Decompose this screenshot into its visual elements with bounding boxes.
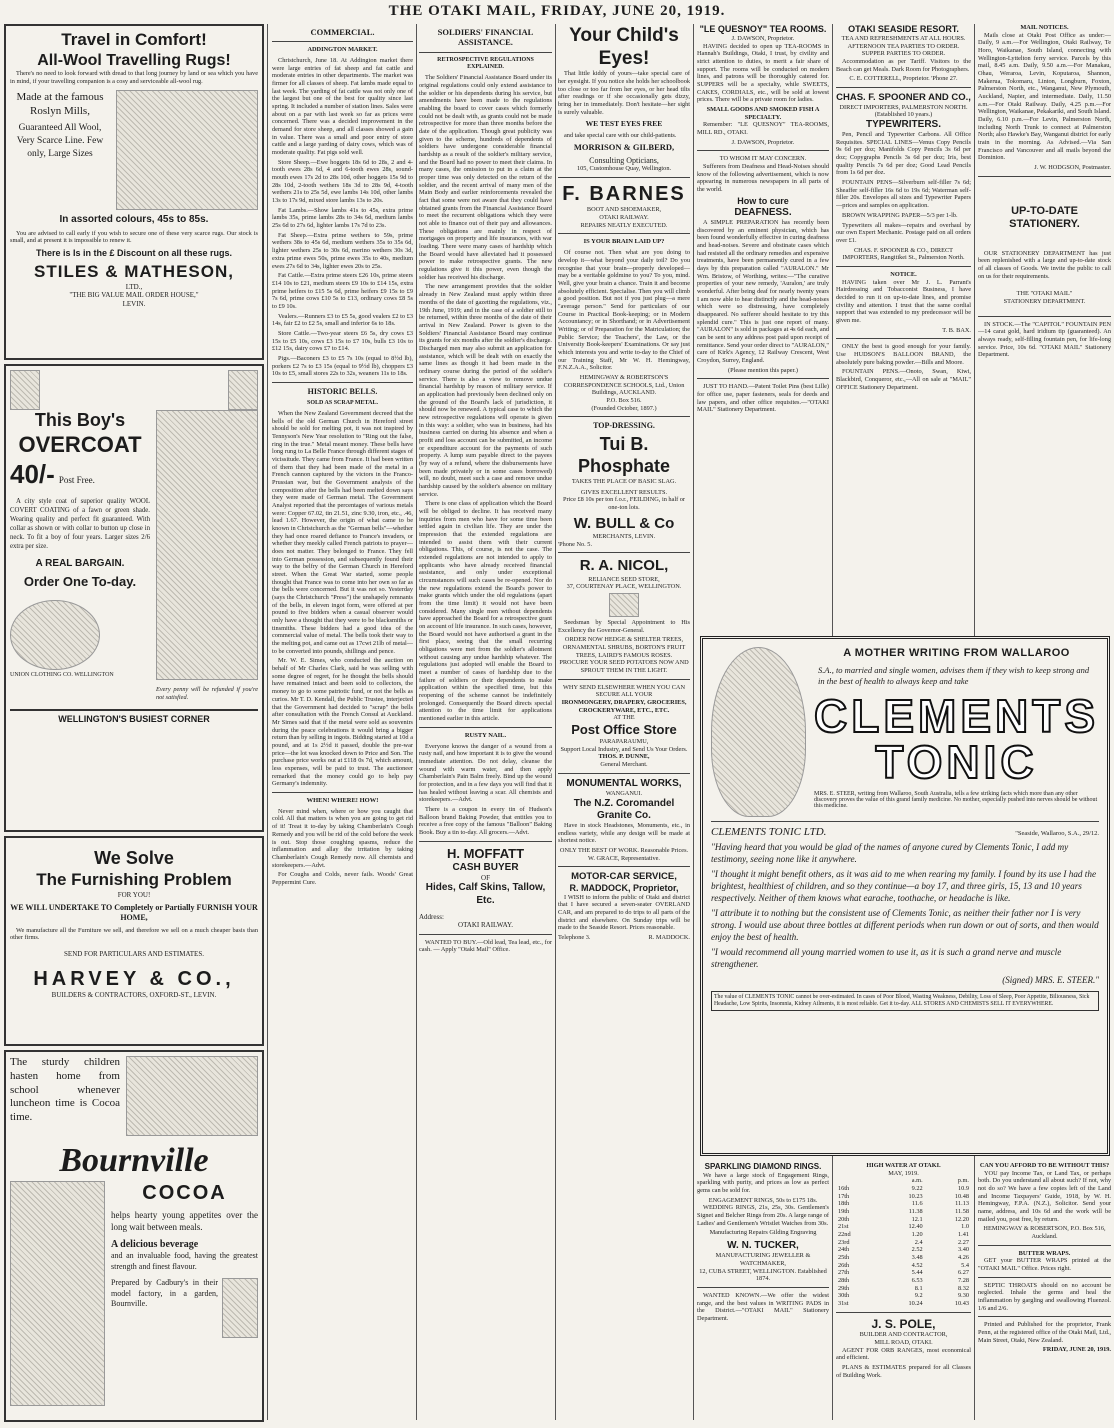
tide-row	[836, 1269, 971, 1277]
mon-rep: W. GRACE, Representative.	[588, 854, 660, 862]
diamond-trade: MANUFACTURING JEWELLER & WATCHMAKER,	[715, 1252, 811, 1267]
furnishing-ad	[4, 836, 264, 1046]
pos-name: Post Office Store	[571, 722, 677, 738]
tax-body: YOU pay Income Tax, or Land Tax, or perhaps both. Do you understand all about such? If not, why not do so? We have a few copies left of the Land and Income Taxpayers' Guide, 1918, by W. H. Hemingway, F.P.A. (N.Z.), Solicitor. Send your name, address, and 10s 6d and the work will be mailed you, post free, by return.	[978, 1169, 1111, 1223]
tide-cell: 20th	[838, 1215, 850, 1223]
tide-cell: 8.1	[914, 1284, 923, 1292]
column-rule	[267, 24, 268, 1420]
eyes-test: WE TEST EYES FREE	[585, 119, 663, 129]
column-rule	[693, 24, 694, 1420]
column-rule	[555, 24, 556, 1420]
tide-cell: 10.43	[954, 1300, 969, 1308]
spooner-repair: Typewriters all makes—repairs and overhaul by our own Expert Mechanic. Postage paid on all orders over £1.	[836, 221, 971, 244]
tui-phosphate: Phosphate	[577, 456, 670, 477]
lq-remember: Remember: "LE QUESNOY" TEA-ROOMS, MILL RD., OTAKI.	[697, 121, 829, 137]
brain-founded: (Founded October, 1897.)	[591, 404, 657, 412]
overcoat-ad	[4, 364, 264, 832]
cocoa-prepared: Prepared by Cadbury's in their model factory, in a garden, Bournville.	[111, 1278, 218, 1308]
boy-price: 40/-	[10, 458, 55, 489]
deaf-heading: TO WHOM IT MAY CONCERN.	[719, 155, 807, 163]
resort-after: AFTERNOON TEA PARTIES TO ORDER.	[847, 42, 960, 50]
stat-firm: THE "OTAKI MAIL"	[1016, 290, 1073, 298]
addington-cattle: Fat Cattle.—Extra prime steers £26 10s, prime steers £14 10s to £21, medium steers £9 10s to £14 15s, extra prime heifers to £15 5s 6d, prime heifers £9 15s to £9 7s 6d, prime cows £10 5s to £13, ordinary cows £8 5s to £9 10s.	[272, 272, 413, 310]
cocoa-tin-illustration	[222, 1278, 258, 1338]
brain-po: P.O. Box 516.	[606, 397, 642, 405]
only-line: ONLY the best is good enough for your family. Use HUDSON'S BALLOON BRAND, the absolutely pure baking powder.—Bills and Moore.	[836, 343, 971, 366]
lq-heading: "LE QUESNOY" TEA ROOMS.	[699, 24, 827, 34]
cocoa-intro: The sturdy children hasten home from school whenever luncheon time is Cocoa time.	[10, 1056, 120, 1123]
pos-support: Support Local Industry, and Send Us Your Orders.	[560, 745, 688, 753]
harvey-name: HARVEY & CO.,	[33, 967, 235, 990]
spooner-paper: BROWN WRAPPING PAPER—5/3 per 1-lb.	[842, 211, 958, 219]
boy-bargain: A REAL BARGAIN.	[35, 557, 125, 569]
sfa-heading: SOLDIERS' FINANCIAL ASSISTANCE.	[437, 27, 534, 48]
motor-tel: Telephone 3.	[558, 934, 591, 942]
motor-name: R. MADDOCK, Proprietor,	[569, 882, 679, 893]
deaf-mention: (Please mention this paper.)	[728, 366, 798, 374]
wraps-body: GET your BUTTER WRAPS printed at the "OTAKI MAIL" Office. Prices right.	[978, 1257, 1111, 1273]
moffatt-cash: CASH BUYER	[452, 861, 519, 873]
sfa-body: The Soldiers' Financial Assistance Board under its original regulations could only extend assistance to the soldier or his dependents during his service, but amendments have been made to the regulations enabling the board to cover cases which formerly could not be dealt with, as grants could not be made retrospective for more than three months before the date of the application. Though great publicity was given to the scheme, hundreds of dependents of soldiers have undergone considerable financial hardship as a result of the soldier's military service, and the Board had no power to meet their claims. In many cases, the omission to put in a claim at the proper time was only detected on the return of the soldier, and the recent arrival of many men of the Main Body and earlier reinforcements revealed the fact that some were not aware that they could have obtained grants from the Financial Assistance Board to meet the recurrent obligations which they were not able to finance out of their pay and allowances. These obligations are mainly in respect of mortgages on property and life insurances, with war loading. There were many cases of hardship which the Board would have alleviated had it possessed power to make retrospective grants. The new regulations give it this power, even though the soldier has received his discharge.	[419, 74, 552, 281]
resort-body: Accommodation as per Tariff. Visitors to the Beach can get Meals. Dark Room for Photographers.	[836, 57, 971, 73]
tide-cell: 12.20	[954, 1215, 969, 1223]
tide-col-header: p.m.	[957, 1177, 969, 1185]
motor-sign: R. MADDOCK.	[648, 934, 690, 942]
mon-town: WANGANUI.	[605, 789, 643, 797]
tide-cell: 11.6	[911, 1200, 923, 1208]
spooner-lines: Pen, Pencil and Typewriter Carbons. All Office Requisites. SPECIAL LINES—Venus Copy Pencils 9s 6d per doz; Manifolds Copy Pencils 3s 6d per doz; Copygraphs Pencils 3s 6d per doz; Iris, best quality Pencils 7s 6d per doz; Good Lead Pencils from 1s 6d per doz.	[836, 131, 971, 177]
tide-cell: 6.53	[911, 1277, 923, 1285]
tide-cell: 29th	[838, 1284, 850, 1292]
tide-cell: 9.2	[914, 1292, 923, 1300]
column-4	[558, 24, 690, 1424]
pos-owner: THOS. P. DUNNE,	[598, 753, 650, 761]
clements-heading: A MOTHER WRITING FROM WALLAROO	[843, 647, 1070, 659]
why-heading: WHY SEND ELSEWHERE WHEN YOU CAN SECURE ALL YOUR	[562, 683, 686, 699]
travel-body: There's no need to look forward with dread to that long journey by land or sea which you have in mind, if your travelling companion is a cosy and serviceable all-wool rug.	[10, 70, 258, 85]
clements-place: "Seaside, Wallaroo, S.A., 29/12.	[1015, 830, 1099, 837]
tide-cell: 18th	[838, 1200, 850, 1208]
tide-row	[836, 1277, 971, 1285]
sfa-subheading: RETROSPECTIVE REGULATIONS EXPLAINED.	[437, 56, 534, 71]
tide-cell: 1.41	[957, 1231, 969, 1239]
diamond-addr: 12, CUBA STREET, WELLINGTON. Established 1874.	[699, 1267, 827, 1283]
stat-heading2: STATIONERY.	[1009, 218, 1080, 231]
column-6	[836, 24, 971, 629]
tide-cell: 5.44	[911, 1269, 923, 1277]
rusty-body: Everyone knows the danger of a wound from a rusty nail, and how important it is to give the wound immediate attention. Do not delay, cleanse the wound with warm water, and then apply Chamberlain's Pain Balm freely. Bind up the wound for protection, and in a few days you will find that it has healed without leaving a scar. All chemists and storekeepers.—Advt.	[419, 742, 552, 804]
pole-name: J. S. POLE,	[871, 1316, 936, 1331]
cocoa-delicious: A delicious beverage	[111, 1239, 199, 1251]
tide-cell: 7.28	[957, 1277, 969, 1285]
motor-heading: MOTOR-CAR SERVICE,	[571, 871, 677, 883]
mon-coro: The N.Z. Coromandel Granite Co.	[573, 797, 675, 821]
pole-agent: AGENT FOR ORB RANGES, most economical and efficient.	[836, 1346, 971, 1362]
barnes-rail: OTAKI RAILWAY.	[599, 214, 649, 222]
resort-tea: TEA AND REFRESHMENTS AT ALL HOURS.	[841, 34, 966, 42]
mother-illustration	[10, 1181, 105, 1406]
travel-discount: There is Is in the £ Discount on all these rugs.	[35, 248, 233, 259]
mail-body: Mails close at Otaki Post Office as under:— Daily, 9 a.m.—For Wellington, Otaki Railway, Te Horo, Waikanae, South Island, connecting with Wellington-Lyttelton ferry service. Parcels by this mail, 8.45 a.m. Daily, 9.50 a.m.—For Manakau, Ohau, Weraroa, Levin, Koputaroa, Shannon, Makerua, Tokomaru, Linton, Longburn, Foxton, Palmerston North, etc., Wanganui, New Plymouth, Auckland, Napier, and intermediate. Daily, 11.50 a.m.—For Otaki Railway. Daily, 4.25 p.m.—For Wellington, Waikanae, Pekakariki, and South Island. Daily, 6.10 p.m.—For Levin, Palmerston North, including North Trunk to connect at Palmerston North; also Hawke's Bay, Wanganui district for early train in the morning. As Advised.—Via San Francisco and Vancouver and all mails beyond the Dominion.	[978, 31, 1111, 162]
nicol-items: ORNAMENTAL SHRUBS, BORTON'S FRUIT TREES, LAIRD'S FAMOUS ROSES.	[562, 644, 686, 659]
septic-line: SEPTIC THROATS should on no account be neglected. Inhale the germs and heal the inflammation by gargling and swallowing Fluenzol. 1/6 and 2/6.	[978, 1281, 1111, 1312]
clements-company: CLEMENTS TONIC LTD.	[711, 826, 827, 838]
tide-cell: 22nd	[838, 1231, 851, 1239]
eyes-title1: Your Child's	[569, 25, 679, 46]
diamond-engagement: ENGAGEMENT RINGS, 50s to £175 18s.	[708, 1196, 818, 1204]
spooner-trade: DIRECT IMPORTERS, PALMERSTON NORTH. (Established 10 years.)	[839, 103, 968, 119]
hudson-body: There is a coupon in every tin of Hudson's Balloon brand Baking Powder, that entitles you to receive a free copy of the famous "Balloon" Baking Book. Buy a tin to-day. All grocers.—Advt.	[419, 806, 552, 837]
optician-name: MORRISON & GILBERD,	[573, 142, 675, 153]
wraps-heading: BUTTER WRAPS.	[1018, 1249, 1071, 1257]
tide-cell: 2.4	[914, 1238, 923, 1246]
moffatt-address: Address:	[419, 912, 444, 921]
column-7	[978, 24, 1111, 629]
boy-refund: Every penny will be refunded if you're not satisfied.	[156, 686, 258, 701]
nicol-procure: PROCURE YOUR SEED POTATOES NOW AND SPROUT THEM IN THE LIGHT.	[559, 659, 689, 675]
tide-month: MAY, 1919.	[888, 1169, 919, 1177]
tide-cell: 2.52	[911, 1246, 923, 1254]
tide-col-header: a.m.	[911, 1177, 923, 1185]
tax-heading: CAN YOU AFFORD TO BE WITHOUT THIS?	[979, 1162, 1110, 1169]
union-crest-icon	[228, 370, 258, 410]
tide-cell: 26th	[838, 1261, 850, 1269]
travel-title: Travel in Comfort!	[61, 30, 207, 49]
pos-place: PARAPARAUMU,	[599, 737, 649, 745]
imprint: Printed and Published for the proprietor, Frank Penn, at the registered office of the Otaki Mail, Ltd., Main Street, Otaki, New Zealand.	[978, 1321, 1111, 1344]
resort-supper: SUPPER PARTIES TO ORDER.	[861, 50, 946, 58]
cocoa-helps: helps hearty young appetites over the long wait between meals.	[111, 1209, 258, 1232]
tide-cell: 3.40	[957, 1246, 969, 1254]
stiles-town: LEVIN.	[122, 299, 146, 308]
clements-letter1: "Having heard that you would be glad of the names of anyone cured by Clements Tonic, I add my testimony, seeing none like it anywhere.	[711, 842, 1069, 864]
travel-prices: In assorted colours, 45s to 85s.	[59, 213, 209, 225]
tide-cell: 5.4	[961, 1261, 969, 1269]
furn-body: We manufacture all the Furniture we sell, and therefore we sell on a much cheaper basis than other firms.	[10, 926, 258, 942]
clements-intro: S.A., to married and single women, advises them if they wish to keep strong and in the best of health to always keep and take	[818, 665, 1090, 687]
spooner-pens: FOUNTAIN PENS—Silverburn self-filler 7s 6d; Sheaffer self-filler 16s 6d to 19s 6d; Waterman self-filler 20s. Envelopes all sizes and Typewriter Papers—prices and samples on application.	[836, 179, 971, 210]
barnes-repairs: REPAIRS NEATLY EXECUTED.	[580, 221, 668, 229]
tide-row	[836, 1285, 971, 1293]
brain-heading: IS YOUR BRAIN LAID UP?	[583, 238, 665, 246]
nicol-addr: 37, COURTENAY PLACE, WELLINGTON.	[566, 583, 682, 591]
addington-vealers: Vealers.—Runners £3 to £5 5s, good vealers £2 to £3 14s, fair £2 to £2 5s, small and inferior 6s to 18s.	[272, 312, 413, 328]
pos-title: General Merchant.	[600, 760, 648, 768]
tide-cell: 1.20	[911, 1231, 923, 1239]
tide-cell: 10.23	[908, 1192, 923, 1200]
imprint-date: FRIDAY, JUNE 20, 1919.	[1042, 1346, 1111, 1354]
tax-block	[978, 1162, 1111, 1424]
tide-row	[836, 1239, 971, 1247]
barnes-trade: BOOT AND SHOEMAKER,	[586, 206, 662, 214]
lq-body: HAVING decided to open up TEA-ROOMS in Hannah's Buildings, Otaki, I trust, by civility and strict attention to duties, to merit a fair share of support. The rooms will be conducted on modern lines, and patrons will be thoroughly catered for. SUPPERS will be a specialty, while SWEETS, CAKES, CORDIALS, etc., will be sold at lowest prices. There will be a private room for ladies.	[697, 42, 829, 104]
boy-store: UNION CLOTHING CO. WELLINGTON	[10, 671, 114, 678]
diamond-rings-ad	[697, 1162, 829, 1424]
mon-only: ONLY THE BEST OF WORK. Reasonable Prices.	[559, 846, 689, 854]
travel-rug-details	[10, 90, 110, 210]
sfa-body3: There is one class of application which the Board will be obliged to decline. It has received many inquiries from men who have for some time been settled again in civilian life. They are under the impression that the extended regulations are intended to assist them with their current obligations. This, of course, is not the case. The extended regulations are not intended to apply to applicants who have already received financial assistance, and only under exceptional circumstances will such cases be re-opened. Nor do the new regulations extend the Board's power to make grants which under the old regulations (apart from the time limit) it would not have been considered. Many single men without dependents have approached the Board for a retrospective grant on account of life insurance. In such cases, however, the Board would not have authorised a grant in the first place, seeing that the small recurring obligations were met from the soldier's allotment without causing any undue hardship whatever. The regulations just adopted will enable the Board to meet a number of cases of hardship due to the failure of soldiers or their dependents to make application within the specified time, but this reopening of the scheme cannot be indefinitely prolonged. Consequently the Board directs special attention to the time limit for applications mentioned earlier in this article.	[419, 500, 552, 723]
stiles-name: STILES & MATHESON,	[34, 262, 234, 282]
tui-name: Tui B.	[599, 434, 649, 455]
why-at: AT THE	[613, 714, 635, 722]
stiles-tagline: "THE BIG VALUE MAIL ORDER HOUSE,"	[69, 291, 199, 300]
pole-plans: PLANS & ESTIMATES prepared for all Classes of Building Work.	[836, 1364, 971, 1379]
wbull-name: W. BULL & Co	[573, 514, 675, 532]
tide-row	[836, 1262, 971, 1270]
clements-story: MRS. E. STEER, writing from Wallaroo, South Australia, tells a few striking facts which more than any other discovery proves the value of this grand family medicine. No mother, especially pushed into nerves should be without this medicine.	[814, 791, 1098, 810]
travel-subtitle: All-Wool Travelling Rugs!	[37, 51, 231, 69]
cocoa-food: and an invaluable food, having the greatest strength and finest flavour.	[111, 1251, 258, 1271]
column-3	[419, 24, 552, 1424]
resort-heading: OTAKI SEASIDE RESORT.	[848, 24, 959, 34]
tide-cell: 11.13	[955, 1200, 969, 1208]
travel-advice: You are advised to call early if you wish to secure one of these very scarce rugs. Our stock is small, and at present it is impossible to renew it.	[10, 229, 258, 245]
tide-cell: 4.52	[911, 1261, 923, 1269]
motor-body: I WISH to inform the public of Otaki and district that I have secured a seven-seater OVERLAND CAR, and am prepared to do trips to all parts of the district and elsewhere. On Sunday trips will be made to the Seaside Resort. Prices reasonable.	[558, 893, 690, 932]
notice-sign: T. B. BAX.	[942, 326, 971, 334]
tide-cell: 30th	[838, 1292, 850, 1300]
spooner-sign: CHAS. F. SPOONER & CO., DIRECT IMPORTERS, Rangitikei St., Palmerston North.	[842, 246, 965, 262]
tide-row	[836, 1223, 971, 1231]
boy-title: This Boy's	[34, 410, 126, 430]
deaf-body: A SIMPLE PREPARATION has recently been discovered by an eminent physician, which has been found wonderfully effective in curing deafness and head-noises. Severe and obstinate cases which had resisted all the ordinary remedies and expensive treatments, have been permanently cured in a few days by this preparation called "AURALON." Mr Wm. Bristow, of Worthing, writes:—"The curative properties of your new remedy, 'Auralon,' are truly wonderful. After being deaf for nearly twenty years I am now able to hear distinctly and the head-noises which were so distressing, have completely disappeared. No sufferer should hesitate to try this splendid cure." This is just one report of many. "AURALON" is sold in packages at 4s 6d each, and can be sent to any address post paid upon receipt of remittance. Send your order direct to "AURALON," care of Kirk's Agency, 12 Railway Crescent, West Croydon, Surrey, England.	[697, 218, 829, 364]
tide-cell: 27th	[838, 1269, 850, 1277]
clements-footer: The value of CLEMENTS TONIC cannot be over-estimated. In cases of Poor Blood, Wasting Weakness, Debility, Loss of Sleep, Poor Appetite, Biliousness, Sick Headache, Low Spirits, Insomnia, Kidney Ailments, it is most reliable. Get it to-day. ALL STORES AND CHEMISTS SELL IT EVERYWHERE.	[711, 991, 1099, 1011]
clements-signed: (Signed) MRS. E. STEER."	[1002, 974, 1099, 985]
diamond-wanted: WANTED KNOWN.—We offer the widest range, and the best values in WRITING PADS in the District.—"OTAKI MAIL" Stationery Department.	[697, 1292, 829, 1323]
stat-body: OUR STATIONERY DEPARTMENT has just been replenished with a large and up-to-date stock of all classes of Goods. We invite the public to call on us for their requirements.	[978, 249, 1111, 280]
moffatt-rail: OTAKI RAILWAY.	[458, 921, 513, 930]
diamond-body: We have a large stock of Engagement Rings, sparkling with purity, and prices as low as perfect gems can be sold for.	[697, 1171, 829, 1195]
clements-letter3: "I attribute it to nothing but the consistent use of Clements Tonic, as neither their father nor I is very strong. I would use about three bottles at different periods when run down or out of sorts, and then would enjoy the best of health.	[711, 907, 1099, 942]
cocoa-word: COCOA	[142, 1182, 227, 1205]
bells-body2: Mr. W. E. Simes, who conducted the auction on behalf of Mr Charles Clark, said he was selling with some degree of regret, for he thought the bells should have remained intact and been sold to collectors, the money to go to some patriotic fund, or not the bells as curios. Mr T. D. Kendall, the Public Trustee, interjected that the Government had decided to "scrap" the bells after consultation with the French Consul at Auckland. Mr Simes said that if the metal were sold as souvenirs during the peace celebrations it would bring a bigger return than by selling in ingots. Bidding started at 10d a pound, and at 1s 2½d it passed, double the pre-war price—the lot was knocked down to Price and Son. The purchase price works out at £118 0s 7d, which amount, less expenses, will be paid to trust. The auctioneer remarked that the money could go to help pay Germany's indemnity.	[272, 657, 413, 788]
tide-cell: 10.48	[954, 1192, 969, 1200]
tide-table	[836, 1177, 971, 1307]
coughs-line: For Coughs and Colds, never fails. Woods' Great Peppermint Cure.	[272, 871, 413, 886]
deaf-title1: How to cure	[737, 195, 789, 206]
brain-addr: HEMINGWAY & ROBERTSON'S CORRESPONDENCE SCHOOLS, Ltd., Union Buildings, AUCKLAND.	[563, 374, 685, 397]
tide-col-header	[836, 1177, 878, 1185]
wbull-phone: 'Phone No. 5.	[558, 540, 593, 548]
travel-rugs-ad	[4, 24, 264, 360]
wbull-trade: MERCHANTS, LEVIN.	[592, 533, 656, 541]
tide-cell: 10.24	[908, 1300, 923, 1308]
tide-cell: 12.1	[911, 1215, 923, 1223]
optician-addr: 105, Customhouse Quay, Wellington.	[576, 165, 672, 173]
capitol-line: IN STOCK.—The "CAPITOL" FOUNTAIN PEN—14 carat gold, hard iridium tip (guaranteed). An always ready, self-filling fountain pen, for life-long service. Price, 10s 6d. "OTAKI MAIL" Stationery Department.	[978, 320, 1111, 359]
diamond-name: W. N. TUCKER,	[727, 1240, 799, 1252]
bells-subheading: SOLD AS SCRAP METAL.	[307, 399, 378, 406]
tui-takes: TAKES THE PLACE OF BASIC SLAG.	[571, 478, 677, 486]
eyes-body: That little kiddy of yours—take special care of her eyesight. If you notice she holds her schoolbook too close or too far from her eyes, or her head tilts after readings or if she occasionally gets dizzy, bring her in immediately. Don't hesitate—her sight is surely valuable.	[558, 70, 690, 116]
tide-row	[836, 1200, 971, 1208]
clements-letter4: "I would recommend all young married women to use it, as it is such a grand nerve and muscle strengthener.	[711, 946, 1062, 969]
tide-cell: 9.30	[957, 1292, 969, 1300]
mail-sign: J. W. HODGSON, Postmaster.	[1034, 164, 1111, 172]
diamond-wedding: WEDDING RINGS, 21s, 25s, 30s. Gentlemen's Signet and Belcher Rings from 20s. A large range of Ladies' and Gentlemen's Wristlet Watches from 30s.	[697, 1204, 829, 1227]
deaf-title2: DEAFNESS.	[734, 206, 792, 218]
tide-cell: 11.58	[955, 1208, 969, 1216]
tide-cell: 25th	[838, 1254, 850, 1262]
bells-body: When the New Zealand Government decreed that the bells of the old German Church in Hereford street should be sold for melting pot, it was not inspired by Tennyson's New Year resolution to "Ring out the false, ring in the true." Metal meant money. These bells have long rung to La Belle France through different stages of vicissitude. They came from France. It had been written of them that they had been made of the metal in a French cannon captured by the victors in the Franco-Prussian war, but the Government analysis of the composition after the bells had been melted down says they were made of German metal. The Government Analyst reported that the percentages of various metals were: Copper 67.02, tin 21.51, zinc 9.30, iron, etc., .46, lead 1.67. However, the origin of what came to be known in Christchurch as the "German bells"—whether they had once roared defiance to France's invaders, or whether they meekly called French patriots to prayer—does not matter. They belonged to France. They fell into German possession, and subsequently found their way to the belfry of the German Church in Hereford street. When the Great War started, some people thought that France was to come into her own so far as the bells were concerned. But it was not so. Yesterday (says the Christchurch "Press") the unshapely remnants of the bells, in eleven ingot form, were offered at per pound to five bidders when a casual observer would only have a thought that they were to be blacksmiths or tinsmiths. These bidders had a good idea of the commercial value of metal. The bells took their way to the melting pot, and came out as 17cwt 21lb of metal—to be converted into pounds, shillings and pence.	[272, 409, 413, 655]
resort-sign: C. E. COTTERELL, Proprietor. 'Phone 27.	[849, 75, 958, 83]
bournville-ad	[4, 1050, 264, 1422]
tide-cell: 10.9	[957, 1185, 969, 1193]
tide-row	[836, 1208, 971, 1216]
tide-row	[836, 1292, 971, 1300]
travel-features: Guaranteed All Wool, Very Scarce Line. Few only, Large Sizes	[16, 123, 104, 159]
column-2	[272, 24, 413, 1424]
addington-store: Store Sheep.—Ewe hoggets 18s 6d to 28s, 2 and 4-tooth ewes 28s 6d, 4 and 6-tooth ewes 28s, sound-mouth ewes 17s 2d to 28s 10d, other hoggets 15s 9d to 28s 10d, 2-tooth wethers 18s 3d to 28s 9d, 4-tooth wethers 21s to 25s 5d, ewe lambs 14s 10d, other lambs 13s to 17s 9d, mixed store lambs 13s to 20s.	[272, 158, 413, 205]
tide-cell: 21st	[838, 1223, 849, 1231]
nicol-store: RELIANCE SEED STORE,	[588, 575, 660, 583]
tide-cell: 11.38	[908, 1208, 923, 1216]
nicol-name: R. A. NICOL,	[579, 557, 669, 575]
notice-heading: NOTICE.	[890, 270, 917, 278]
addington-store-cattle: Store Cattle.—Two-year steers £6 5s, dry cows £3 15s to £5 10s, cows £3 15s to £7 10s, bulls £3 10s to £12 15s, dairy cows £7 to £14.	[272, 329, 413, 353]
tide-cell: 9.22	[911, 1185, 923, 1193]
lq-prop: J. DAWSON, Proprietor.	[731, 34, 795, 42]
tide-cell: 6.27	[957, 1269, 969, 1277]
mon-body: Have in stock Headstones, Monuments, etc., in endless variety, while any design will be made at shortest notice.	[558, 821, 690, 845]
moffatt-of: OF	[481, 873, 490, 882]
stat-dept: STATIONERY DEPARTMENT.	[1003, 297, 1086, 305]
tide-row	[836, 1246, 971, 1254]
tide-cell: 31st	[838, 1300, 849, 1308]
tide-cell: 4.26	[957, 1254, 969, 1262]
addington-sheep: Fat Sheep.—Extra prime wethers to 59s, prime wethers 38s to 45s 6d, medium wethers 35s to 35s 6d, lighter wethers 25s to 30s 6d, merino wethers 30s 3d, extra prime ewes 50s, prime ewes 35s to 40s, medium ewes 27s 6d to 34s, lighter ewes 20s to 25s.	[272, 231, 413, 270]
boy-body: A city style coat of superior quality WOOL COVERT COATING of a fawn or green shade. Wearing quality and perfect fit guaranteed. With collar as shown or with collar to button up close in neck. To fit a boy of four years. Larger sizes 2/6 extra per size.	[10, 497, 150, 551]
column-5	[697, 24, 829, 629]
why-items: IRONMONGERY, DRAPERY, GROCERIES, CROCKERYWARE, ETC., ETC.	[561, 699, 687, 714]
furn-undertake: WE WILL UNDERTAKE TO Completely or Partially FURNISH YOUR HOME,	[10, 903, 258, 922]
addington-body: Christchurch, June 18. At Addington market there were large entries of fat sheep and fat cattle and moderate entries in other departments. The market was firmer for all classes of sheep. Fat lambs made equal to last week. The yarding of fat cattle was not only one of the largest but one of the best for quality since last spring. It included a number of station lines. Sales were about on a par with last week so far as prices were concerned. There was a decided improvement in the demand for store sheep, and all classes showed a gain in value. There was a small and poor entry of store cattle and a large yarding of dairy cows, which was of moderate quality. Fat pigs sold well.	[272, 57, 413, 157]
furn-send: SEND FOR PARTICULARS AND ESTIMATES.	[64, 950, 204, 959]
tui-price: Price £8 10s per ton f.o.r., FEILDING, in half or one-ton lots.	[562, 496, 686, 512]
tide-row	[836, 1216, 971, 1224]
children-illustration	[126, 1056, 258, 1136]
tide-cell: 2.27	[957, 1238, 969, 1246]
mother-portrait	[711, 647, 806, 817]
top-dressing-heading: TOP-DRESSING.	[593, 421, 655, 431]
clements-letter2: "I thought it might benefit others, as it was aid to me when rearing my family. I found by its use I had the brightest, healthiest of children, and so they continue—a boy 17, and three girls, 15, 13 and 10 years respectively. Neither of them knows what earache, toothache, or headache is like.	[711, 868, 1097, 903]
moffatt-items: Hides, Calf Skins, Tallow, Etc.	[425, 882, 546, 906]
diamond-heading: SPARKLING DIAMOND RINGS.	[704, 1162, 822, 1171]
stat-heading1: UP-TO-DATE	[1011, 204, 1078, 217]
stiles-ltd: LTD.,	[125, 282, 143, 291]
tui-gives: GIVES EXCELLENT RESULTS.	[580, 488, 668, 496]
column-1	[4, 24, 264, 1424]
masthead: THE OTAKI MAIL, FRIDAY, JUNE 20, 1919.	[388, 3, 726, 19]
boy-corner: WELLINGTON'S BUSIEST CORNER	[10, 709, 258, 725]
boy-illustration	[156, 410, 258, 680]
nicol-body: Seedsman by Special Appointment to His Excellency the Governor-General.	[558, 619, 690, 634]
tide-cell: 28th	[838, 1277, 850, 1285]
addington-pigs: Pigs.—Baconers £3 to £5 7s 10s (equal to 8½d lb), porkers £2 7s to £3 15s (equal to 9½d lb), choppers £3 10s to £5, small stores 22s to 32s, weaners 11s to 18s.	[272, 354, 413, 378]
eyes-care: and take special care with our child-patients.	[564, 131, 677, 139]
traveller-illustration	[116, 90, 258, 210]
harvey-trade: BUILDERS & CONTRACTORS, OXFORD-ST., LEVIN.	[51, 990, 217, 999]
mail-heading: MAIL NOTICES.	[1020, 24, 1069, 31]
diamond-services: Manufacturing Repairs Gilding Engraving	[709, 1229, 817, 1237]
mon-name: MONUMENTAL WORKS,	[566, 777, 682, 789]
tide-cell: 24th	[838, 1246, 850, 1254]
union-clothing-seal	[10, 600, 100, 670]
pole-addr: MILL ROAD, OTAKI.	[874, 1339, 933, 1347]
tide-cell: 23rd	[838, 1238, 850, 1246]
tide-row	[836, 1254, 971, 1262]
pole-trade: BUILDER AND CONTRACTOR,	[859, 1331, 948, 1339]
spooner-type: TYPEWRITERS.	[865, 118, 941, 130]
when-heading: WHEN! WHERE! HOW!	[306, 796, 379, 804]
tax-sign: HEMINGWAY & ROBERTSON, P.O. Box 516, Auckland.	[983, 1225, 1106, 1241]
tide-cell: 1.0	[961, 1223, 969, 1231]
rusty-heading: RUSTY NAIL.	[464, 731, 507, 739]
tide-cell: 8.32	[957, 1284, 969, 1292]
tide-row	[836, 1231, 971, 1239]
just-line: JUST TO HAND.—Patent Toilet Pins (best Lille) for office use, paper fasteners, seals for deeds and law papers, and other office requisites.—"OTAKI MAIL" Stationery Department.	[697, 383, 829, 414]
tide-row	[836, 1300, 971, 1308]
column-rule	[416, 24, 417, 1420]
tide-cell: 3.48	[911, 1254, 923, 1262]
clements-tonic-ad	[700, 636, 1110, 1156]
furn-title1: We Solve	[94, 848, 174, 868]
royal-crest-icon	[609, 593, 639, 617]
union-crest-icon	[10, 370, 40, 410]
fountain-line: FOUNTAIN PENS.—Onoto, Swan, Kiwi, Blackbird, Conqueror, etc.,—All on sale at "MAIL" OFFICE Stationery Department.	[836, 368, 971, 391]
cocoa-brand: Bournville	[59, 1142, 209, 1179]
lq-sign: J. DAWSON, Proprietor.	[731, 138, 795, 146]
brain-body: Of course not. Then what are you doing to develop it—what beyond your daily toil? Do you recognise that your brain—properly developed—may be a veritable goldmine to you? To you, mind. Well, give your brain a chance. Train it and become absolutely efficient. Specialise. Then you will climb a good position. But not if you just plug—a mere "average person." Send for particulars of our Course in Practical Book-keeping; or in Modern Accountancy; or in Shorthand; or in Advertisement Writing; or of Preparation for the Matriculation; the Public Service; the Teachers', the Law, or the University Book-keepers' Examinations. Or say just which interests you and write to-day to the Chief of our Training Staff, Mr W. H. Hemingway, F.N.Z.A.A., Solicitor.	[558, 249, 690, 372]
bells-heading: HISTORIC BELLS.	[307, 386, 378, 396]
when-body: Never mind when, where or how you caught that cold. All that matters is when you are going to get rid of it! Treat it to-day by taking Chamberlain's Cough Remedy and you will be rid of the cold before the week is out. Stop those coughing spasms, reduce the inflammation and allay the irritation by taking Chamberlain's Cough Remedy now. All chemists and storekeepers.—Advt.	[272, 807, 413, 869]
notice-body: HAVING taken over Mr J. L. Parrant's Hairdressing and Tobacconist Business, I have decided to run it on up-to-date lines, and promise civility and attention. I trust that the same cordial support that was extended to my predecessor will be given me.	[836, 278, 971, 324]
tide-cell: 17th	[838, 1192, 850, 1200]
addington-heading: ADDINGTON MARKET.	[307, 46, 378, 54]
deaf-intro: Sufferers from Deafness and Head-Noises should know of the following advertisement, which is now appearing in numerous newspapers in all parts of the world.	[697, 163, 829, 194]
furn-for: FOR YOU!	[117, 890, 151, 899]
tide-row	[836, 1185, 971, 1193]
nicol-order: ORDER NOW HEDGE & SHELTER TREES,	[564, 636, 684, 644]
boy-order: Order One To-day.	[23, 573, 137, 589]
tide-row	[836, 1193, 971, 1201]
boy-overcoat: OVERCOAT	[18, 431, 142, 457]
wanted-line: WANTED TO BUY.—Old lead, Tea lead, etc., for cash. — Apply "Otaki Mail" Office.	[419, 938, 552, 954]
barnes-name: F. BARNES	[562, 182, 686, 205]
moffatt-name: H. MOFFATT	[446, 845, 525, 861]
tide-cell: 19th	[838, 1208, 850, 1216]
sfa-body2: The new arrangement provides that the soldier already in New Zealand must apply within three months of the date of gazetting the regulations, viz., 19th June, 1919; and in the case of a soldier still to be returned, within three months of the date of their arrival in New Zealand. Power is given to the Soldiers' Financial Assistance Board may continue its grants for six months after the soldier's discharge. Discharged men may also submit an application for assistance, which will be dealt with on exactly the same lines as though it had been made in the ordinary course during the period of the soldier's service. There is also a view to remove undue financial hardship by reason of military service. If an application had previously been declined only on the ground of the Board's lack of jurisdiction, it should now be renewed. A typical case to which the new retrospective regulations will operate is given in this way: a soldier, who was in business, had his business carried on during his absence and when a profit and loss account can be submitted, an income or expenditure account for the payments of such property. A lump sum payable direct to the payees (by way of a refund, where the disbursements have been made privately or in some cases borrowed) will, no doubt, meet such a case and remove undue hardship caused by the soldier's absence on military service.	[419, 283, 552, 498]
tide-heading: HIGH WATER AT OTAKI.	[866, 1162, 941, 1169]
tide-table-block	[836, 1162, 971, 1424]
furn-title2: The Furnishing Problem	[36, 869, 232, 889]
eyes-title2: Eyes!	[598, 48, 650, 70]
optician-title: Consulting Opticians,	[589, 155, 659, 165]
travel-made: Made at the famous Roslyn Mills,	[16, 90, 104, 117]
addington-fat: Fat Lambs.—Show lambs 41s to 45s, extra prime lambs 35s, prime lambs 28s to 34s 6d, medium lambs 25s 6d to 27s 6d, lighter lambs 17s 7d to 23s.	[272, 206, 413, 230]
boy-post: Post Free.	[58, 474, 95, 485]
lq-small: SMALL GOODS AND SMOKED FISH A SPECIALTY.	[706, 106, 820, 121]
clements-brand1: CLEMENTS	[814, 690, 1099, 743]
commercial-heading: COMMERCIAL.	[310, 27, 375, 37]
clements-brand2: TONIC	[875, 736, 1038, 789]
tide-cell: 12.40	[908, 1223, 923, 1231]
spooner-name: CHAS. F. SPOONER AND CO.,	[836, 92, 971, 103]
tide-cell: 16th	[838, 1185, 850, 1193]
